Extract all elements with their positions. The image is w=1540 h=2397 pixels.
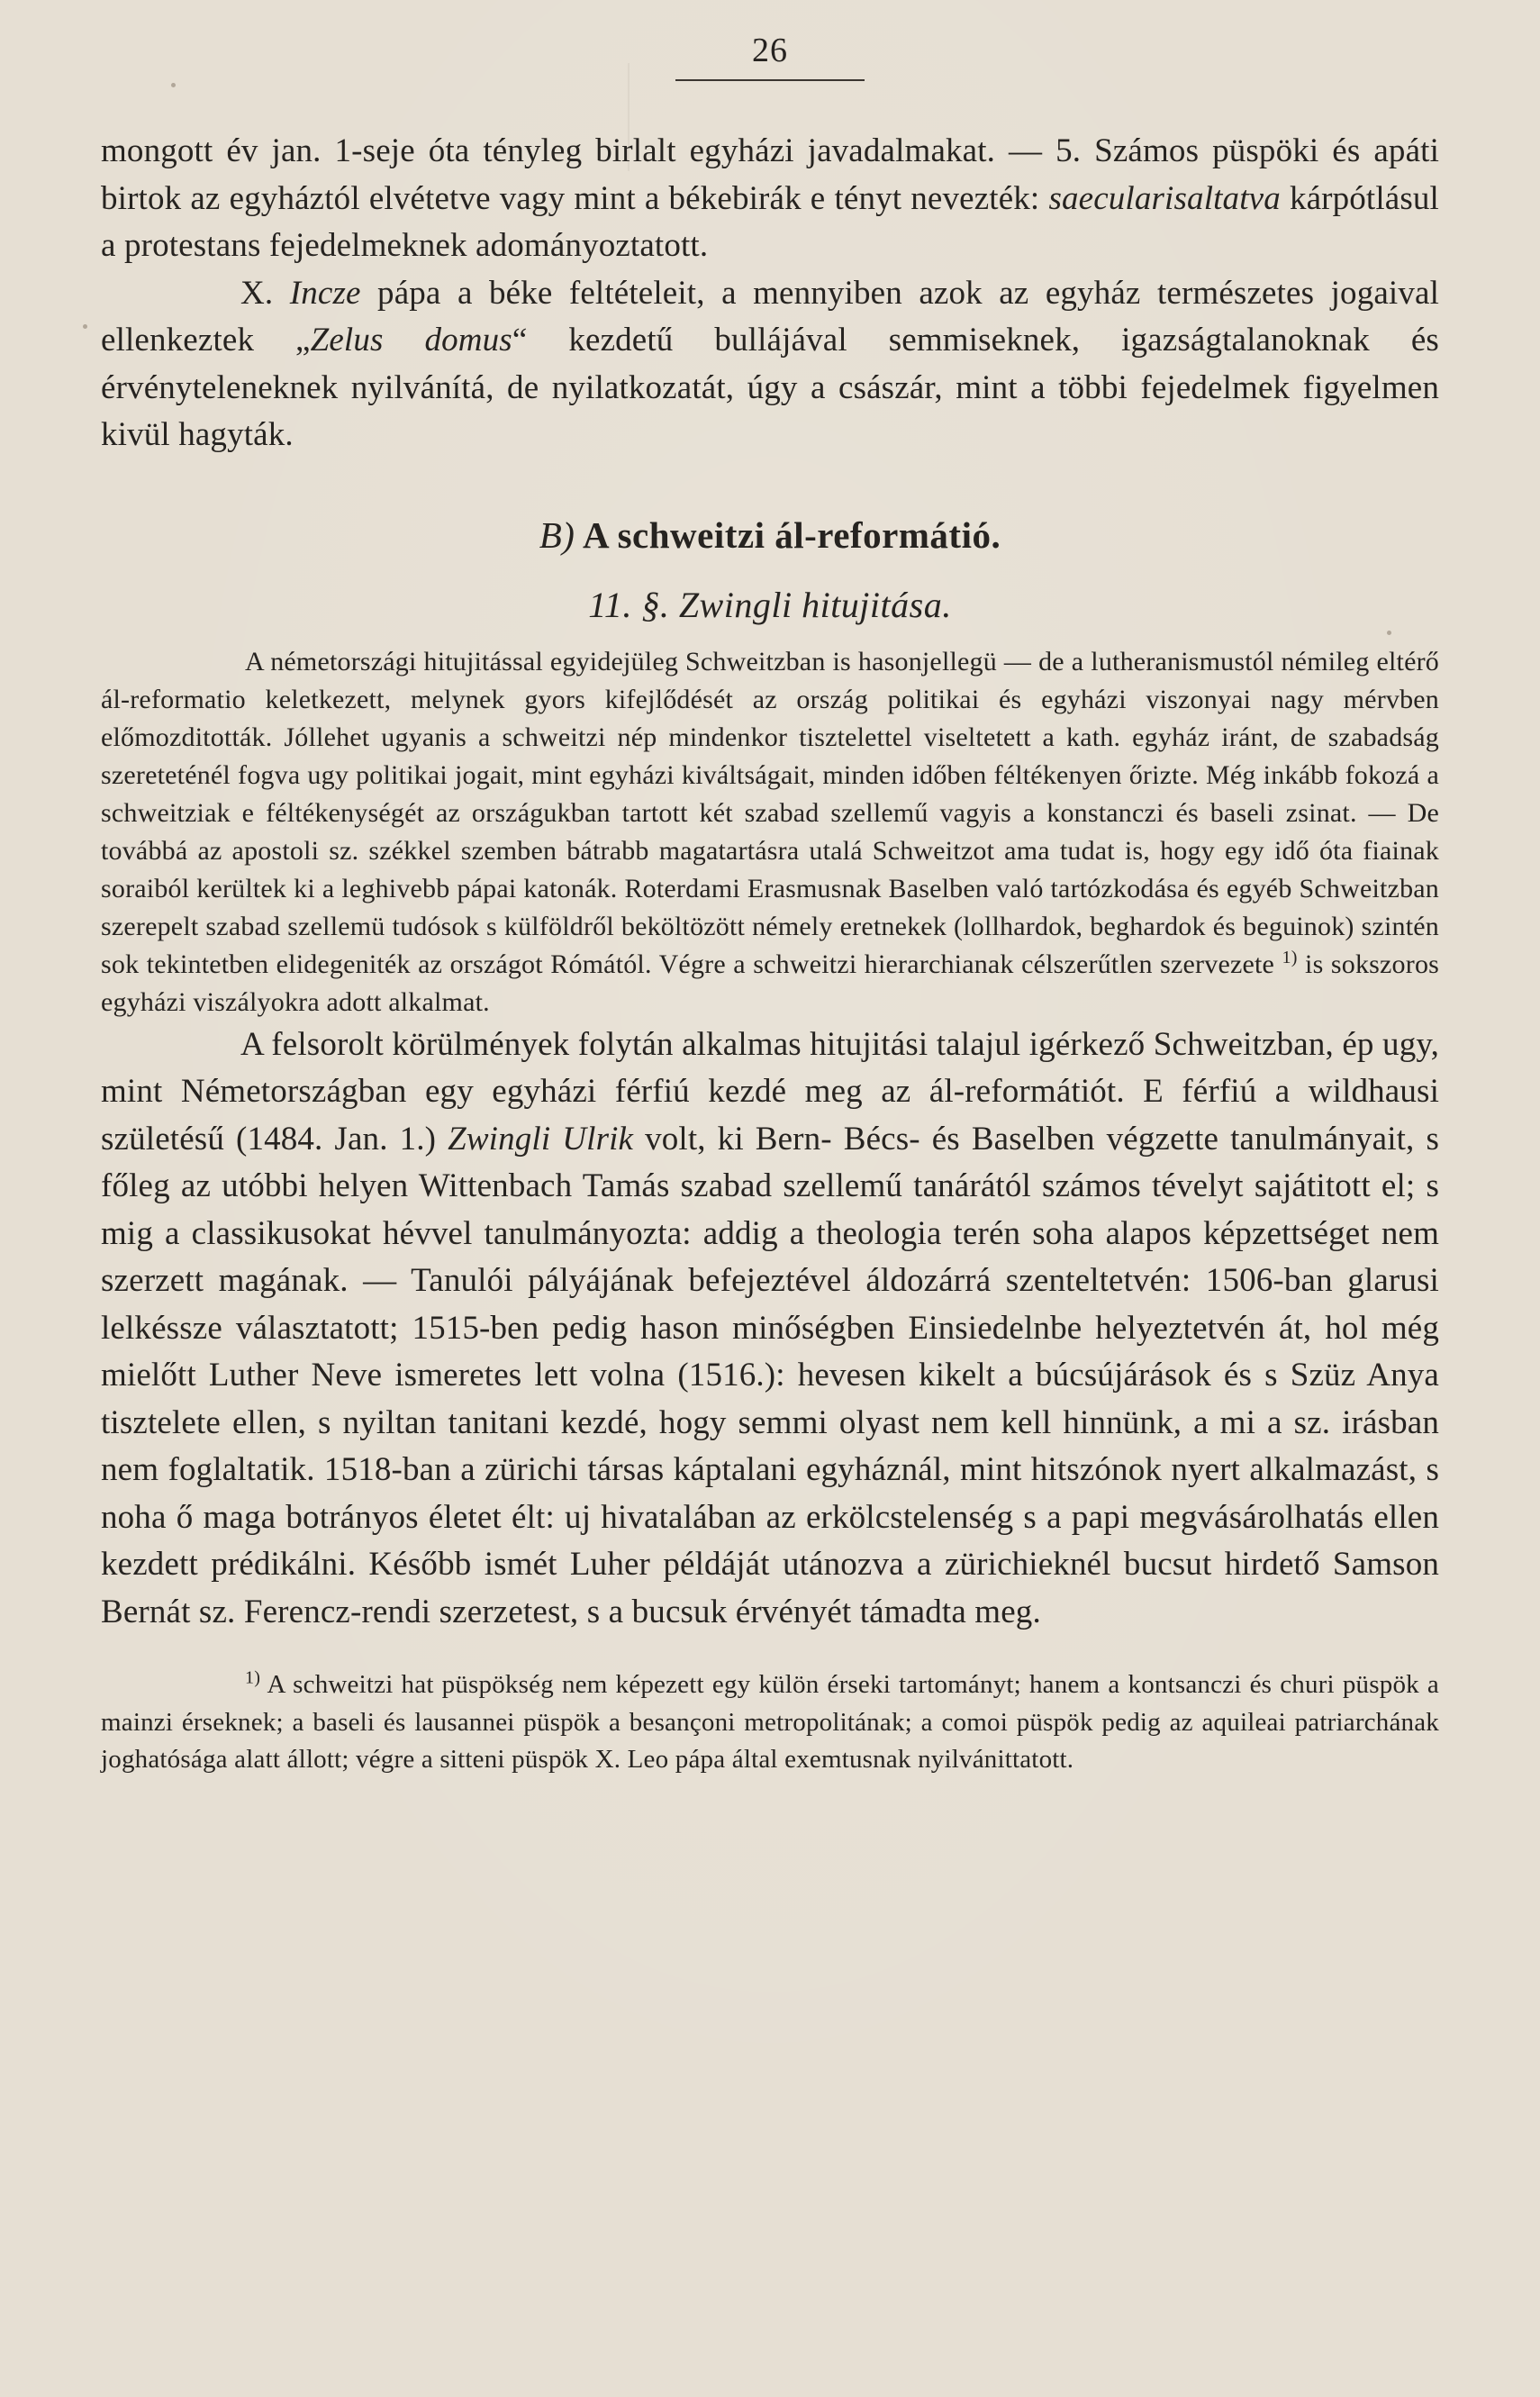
footnote-reference: 1) [1282,947,1298,967]
paragraph-text: A felsorolt körülmények folytán alkalmas hitujitási talajul igérkező Schweitzban, ép ugy, mint Németországban egy egyházi férfiú kezdé meg az ál-reformátiót. E férfiú a wildhausi születésű (1484. Jan. 1.) [101,1025,1439,1158]
paragraph-text: mongott év jan. 1-seje óta tényleg birlalt egyházi javadalmakat. — 5. Számos püspöki és apáti birtok az egyháztól elvétetve vagy mint a békebirák e tényt nevezték: [101,132,1439,217]
section-heading [101,510,1439,560]
paragraph-text: X. [240,274,274,312]
paragraph-text: volt, ki Bern- Bécs- és Baselben végzette tanulmányait, s főleg az utóbbi helyen Wittenbach Tamás szabad szellemű tanárától számos tévelyt sajátitott el; s mig a classikusokat hévvel tanulmányozta: addig a theologia terén soha alapos képzettséget nem szerzett magának. — Tanulói pályájának befejeztével áldozárrá szenteltetvén: 1506-ban glarusi lelkéssze választatott; 1515-ben pedig hason minőségben Einsiedelnbe helyeztetvén át, hol még mielőtt Luther Neve ismeretes lett volna (1516.): hevesen kikelt a búcsújárások és s Szüz Anya tisztelete ellen, s nyiltan tanitani kezdé, hogy semmi olyast nem kell hinnünk, a mi a sz. irásban nem foglaltatik. 1518-ban a zürichi társas káptalani egyháznál, mint hitszónok nyert alkalmazást, s noha ő maga botrányos életet élt: uj hivatalában az erkölcstelenség s a papi megvásárolhatás ellen kezdett prédikálni. Később ismét Luher példáját utánozva a zürichieknél bucsut hirdető Samson Bernát sz. Ferencz-rendi szerzetest, s a bucsuk érvényét támadta meg. [101,1120,1440,1630]
paper-speck [83,324,87,329]
paragraph-zwingli [101,1021,1439,1637]
paragraph-continuation [101,128,1439,270]
footnote-number: 1) [245,1667,261,1688]
footnote-separator [101,1636,1439,1666]
bull-title: Zelus domus [310,322,512,359]
paragraph-text: kárpótlásul a protestans fejedelmeknek adományoztatott. [101,179,1439,264]
paper-speck [171,83,176,87]
small-print-paragraph [101,643,1439,1021]
paragraph-text: pápa a béke feltételeit, a mennyiben azok az egyház természetes jogaival ellenkeztek „ [101,274,1440,359]
person-name: Zwingli Ulrik [448,1120,634,1158]
paragraph-innocent-x [101,270,1439,459]
footnote-text: A schweitzi hat püspökség nem képezett egy külön érseki tartományt; hanem a kontsanczi és churi püspök a mainzi érseknek; a baseli és lausannei püspök a besançoni metropolitának; a comoi püspök pedig az aquileai patriarchának joghatósága alatt állott; végre a sitteni püspök X. Leo pápa által exemtusnak nyilvánittatott. [101,1670,1439,1774]
paragraph-text: A németországi hitujitással egyidejüleg Schweitzban is hasonjellegü — de a lutheranismustól némileg eltérő ál-reformatio keletkezett, melynek gyors kifejlődését az ország politikai és egyházi viszonyai nagy mérvben előmozditották. Jóllehet ugyanis a schweitzi nép mindenkor tisztelettel viseltetett a kath. egyház iránt, de szabadság szereteténél fogva ugy politikai jogait, mint egyházi kiváltságait, minden időben féltékenyen őrizte. Még inkább fokozá a schweitziak e féltékenységét az országukban tartott két szabad szellemű vagyis a konstanczi és baseli zsinat. — De továbbá az apostoli sz. székkel szemben bátrabb magatartásra utalá Schweitzot ama tudat is, hogy egy idő óta fiainak soraiból kerültek ki a leghivebb pápai katonák. Roterdami Erasmusnak Baselben való tartózkodása és egyéb Schweitzban szerepelt szabad szellemü tudósok s külföldről beköltözött némely eretnekek (lollhardok, beghardok és beguinok) szintén sok tekintetben elidegeniték az országot Rómától. Végre a schweitzi hierarchianak célszerűtlen szervezete [101,646,1439,979]
pope-name: Incze [289,274,361,312]
paper-crease [628,63,630,171]
section-letter: B) [539,513,575,556]
footnote [101,1666,1439,1779]
paragraph-text: is sokszoros egyházi viszályokra adott alkalmat. [101,949,1440,1017]
subsection-heading: 11. §. Zwingli hitujitása. [588,584,952,625]
paragraph-text: “ kezdetű bullájával semmiseknek, igazságtalanoknak és érvényteleneknek nyilvánítá, de nyilatkozatát, úgy a császár, mint a többi fejedelmek figyelmen kivül hagyták. [101,322,1439,453]
page-number: 26 [752,32,788,69]
section-title: A schweitzi ál-reformátió. [582,513,1001,556]
paper-speck [1387,631,1391,635]
header-rule [675,79,865,81]
latin-term: saecularisaltatva [1048,179,1281,217]
